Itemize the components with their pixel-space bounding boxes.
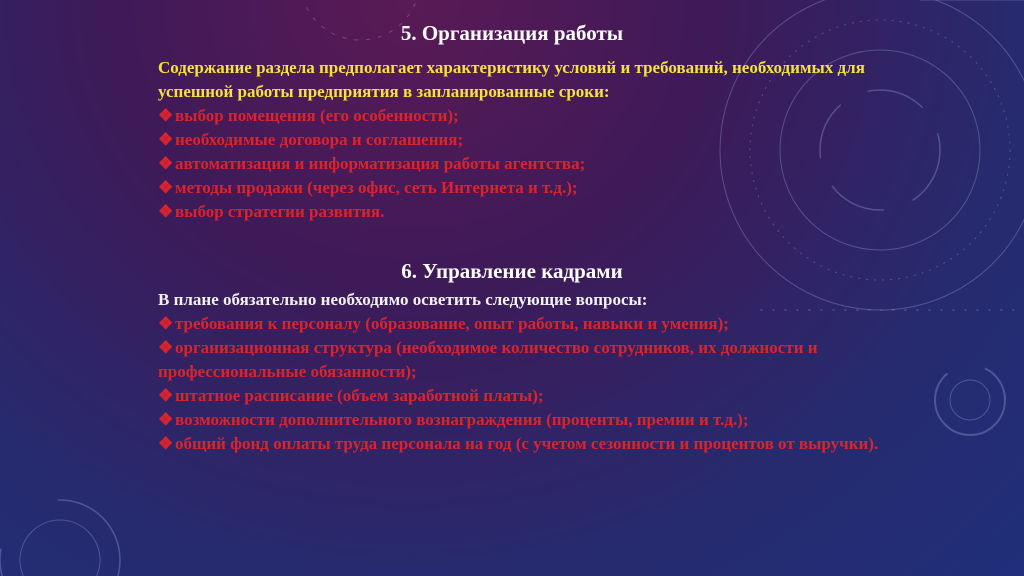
section6-body	[158, 288, 898, 456]
list-item: ❖ автоматизация и информатизация работы агентства;	[158, 152, 898, 176]
list-item: ❖ методы продажи (через офис, сеть Интернета и т.д.);	[158, 176, 898, 200]
diamond-bullet-icon: ❖	[158, 434, 174, 453]
diamond-bullet-icon: ❖	[158, 410, 174, 429]
list-item: ❖ штатное расписание (объем заработной платы);	[158, 384, 898, 408]
list-item: ❖ требования к персоналу (образование, опыт работы, навыки и умения);	[158, 312, 898, 336]
diamond-bullet-icon: ❖	[158, 106, 174, 125]
diamond-bullet-icon: ❖	[158, 154, 174, 173]
section5-list	[158, 104, 898, 224]
list-item: ❖ выбор стратегии развития.	[158, 200, 898, 224]
list-item: ❖ организационная структура (необходимое количество сотрудников, их должности и профессиональные обязанности);	[158, 338, 818, 381]
section5-body	[158, 56, 898, 224]
section6-title: 6. Управление кадрами	[401, 259, 623, 283]
diamond-bullet-icon: ❖	[158, 202, 174, 221]
section6-list	[158, 312, 898, 456]
diamond-bullet-icon: ❖	[158, 178, 174, 197]
section5-intro: Содержание раздела предполагает характеристику условий и требований, необходимых для успешной работы предприятия в запланированные сроки:	[158, 58, 865, 101]
diamond-bullet-icon: ❖	[158, 314, 174, 333]
diamond-bullet-icon: ❖	[158, 386, 174, 405]
diamond-bullet-icon: ❖	[158, 130, 174, 149]
list-item: ❖ выбор помещения (его особенности);	[158, 104, 898, 128]
list-item: ❖ необходимые договора и соглашения;	[158, 128, 898, 152]
list-item: ❖ возможности дополнительного вознаграждения (проценты, премии и т.д.);	[158, 408, 898, 432]
list-item: ❖ общий фонд оплаты труда персонала на год (с учетом сезонности и процентов от выручки).	[158, 432, 898, 456]
section5-title: 5. Организация работы	[400, 21, 624, 45]
section6-intro: В плане обязательно необходимо осветить следующие вопросы:	[158, 290, 648, 309]
diamond-bullet-icon: ❖	[158, 338, 174, 357]
